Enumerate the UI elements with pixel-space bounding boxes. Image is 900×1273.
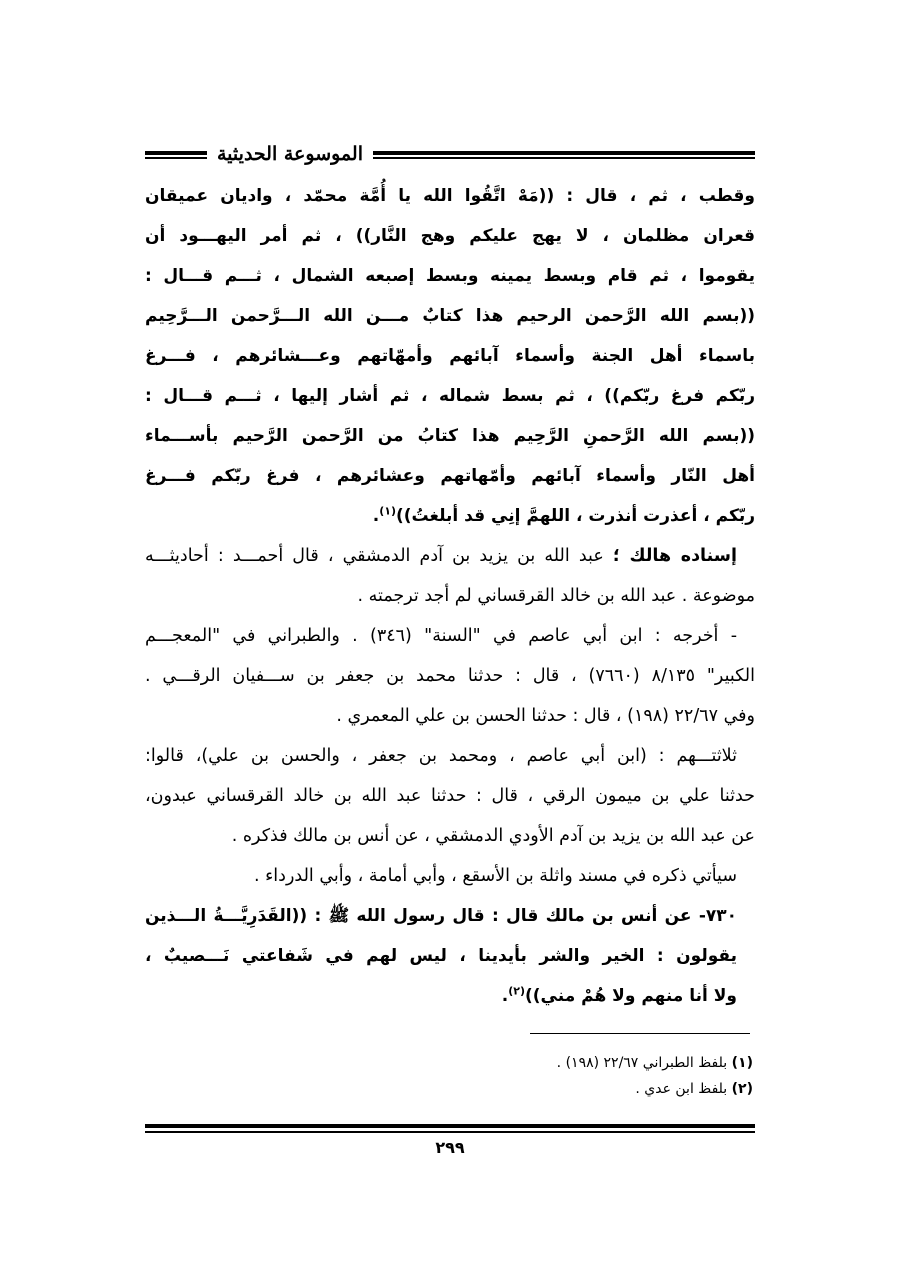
hadith-730-line-2: يقولون : الخير والشر بأيدينا ، ليس لهم في شَفاعتي نَـــصيبٌ ، <box>145 946 737 966</box>
page-header <box>145 140 755 170</box>
text-line-1: وقطب ، ثم ، قال : ((مَهْ اتَّقُوا الله يا أُمَّة محمّد ، واديان عميقان <box>145 186 755 206</box>
chain-line-3: عن عبد الله بن يزيد بن آدم الأودي الدمشقي ، عن أنس بن مالك فذكره . <box>231 826 755 846</box>
text-line-7: ((بسم الله الرَّحمنِ الرَّحِيم هذا كتابُ من الرَّحمن الرَّحيم بأســـماء <box>145 426 755 446</box>
isnad-text: عبد الله بن يزيد بن آدم الدمشقي ، قال أحمـــد : أحاديثـــه <box>145 546 604 566</box>
page-number: ٢٩٩ <box>435 1138 465 1157</box>
hadith-730-line-3: ولا أنا منهم ولا هُمْ مني))$^{(٢)}$. <box>501 984 737 1006</box>
footnote-ref-1[interactable]: (١) <box>379 504 396 518</box>
footnote-1-text: بلفظ الطبراني ٢٢/٦٧ (١٩٨) . <box>556 1055 728 1071</box>
main-text <box>145 176 755 1016</box>
text-line-2: قعران مظلمان ، لا يهج عليكم وهج النَّار)) ، ثم أمر اليهـــود أن <box>145 226 755 246</box>
text-line-8: أهل النّار وأسماء آبائهم وأمّهاتهم وعشائرهم ، فرغ ربّكم فـــرغ <box>145 466 755 486</box>
header-rule-left <box>145 151 207 159</box>
footnote-1 <box>145 1050 753 1076</box>
takhrij-line-3: وفي ٢٢/٦٧ (١٩٨) ، قال : حدثنا الحسن بن علي المعمري . <box>336 706 755 726</box>
hadith-730-text-1: عن أنس بن مالك قال : قال رسول الله ﷺ : ((القَدَرِيَّـــةُ الـــذين <box>145 906 692 926</box>
text-line-9-content: ربّكم ، أعذرت أنذرت ، اللهمَّ إنِي قد أبلغتُ)) <box>395 506 755 526</box>
takhrij-line-1: - أخرجه : ابن أبي عاصم في "السنة" (٣٤٦) . والطبراني في "المعجـــم <box>145 626 738 646</box>
text-line-4: ((بسم الله الرَّحمن الرحيم هذا كتابٌ مـــن الله الـــرَّحمن الـــرَّحِيم <box>145 306 755 326</box>
header-rule-right <box>373 151 755 159</box>
hadith-730-line-1 <box>145 896 755 936</box>
footnotes <box>145 1050 753 1102</box>
footnote-1-number: (١) <box>731 1055 753 1071</box>
running-title: الموسوعة الحديثية <box>217 143 363 165</box>
text-line-9: ربّكم ، أعذرت أنذرت ، اللهمَّ إنِي قد أبلغتُ))$^{(١)}$. <box>372 504 755 526</box>
footer-rule <box>145 1124 755 1133</box>
text-line-11: موضوعة . عبد الله بن خالد القرقساني لم أجد ترجمته . <box>357 586 755 606</box>
hadith-730-text-3: ولا أنا منهم ولا هُمْ مني)) <box>525 986 737 1006</box>
text-line-3: يقوموا ، ثم قام وبسط يمينه وبسط إصبعه الشمال ، ثـــم قـــال : <box>145 266 755 286</box>
footnote-2-number: (٢) <box>731 1081 753 1097</box>
footnote-2 <box>145 1076 753 1102</box>
hadith-number: ٧٣٠- <box>698 906 738 926</box>
text-line-6: ربّكم فرغ ربّكم)) ، ثم بسط شماله ، ثم أشار إليها ، ثـــم قـــال : <box>145 386 755 406</box>
isnad-label: إسناده هالك ؛ <box>612 546 737 566</box>
text-line-5: باسماء أهل الجنة وأسماء آبائهم وأمهّاتهم وعـــشائرهم ، فـــرغ <box>145 346 755 366</box>
footnote-ref-2[interactable]: (٢) <box>508 984 526 998</box>
isnad-line <box>145 536 755 576</box>
footnote-2-text: بلفظ ابن عدي . <box>635 1081 728 1097</box>
takhrij-line-2: الكبير" ٨/١٣٥ (٧٦٦٠) ، قال : حدثنا محمد بن جعفر بن ســـفيان الرقـــي . <box>145 666 755 686</box>
chain-line-2: حدثنا علي بن ميمون الرقي ، قال : حدثنا عبد الله بن خالد القرقساني عبدون، <box>145 786 755 806</box>
footnote-separator <box>530 1033 750 1034</box>
chain-line-1: ثلاثتـــهم : (ابن أبي عاصم ، ومحمد بن جعفر ، والحسن بن علي)، قالوا: <box>145 746 737 766</box>
cross-ref-line: سيأتي ذكره في مسند واثلة بن الأسقع ، وأبي أمامة ، وأبي الدرداء . <box>253 866 737 886</box>
